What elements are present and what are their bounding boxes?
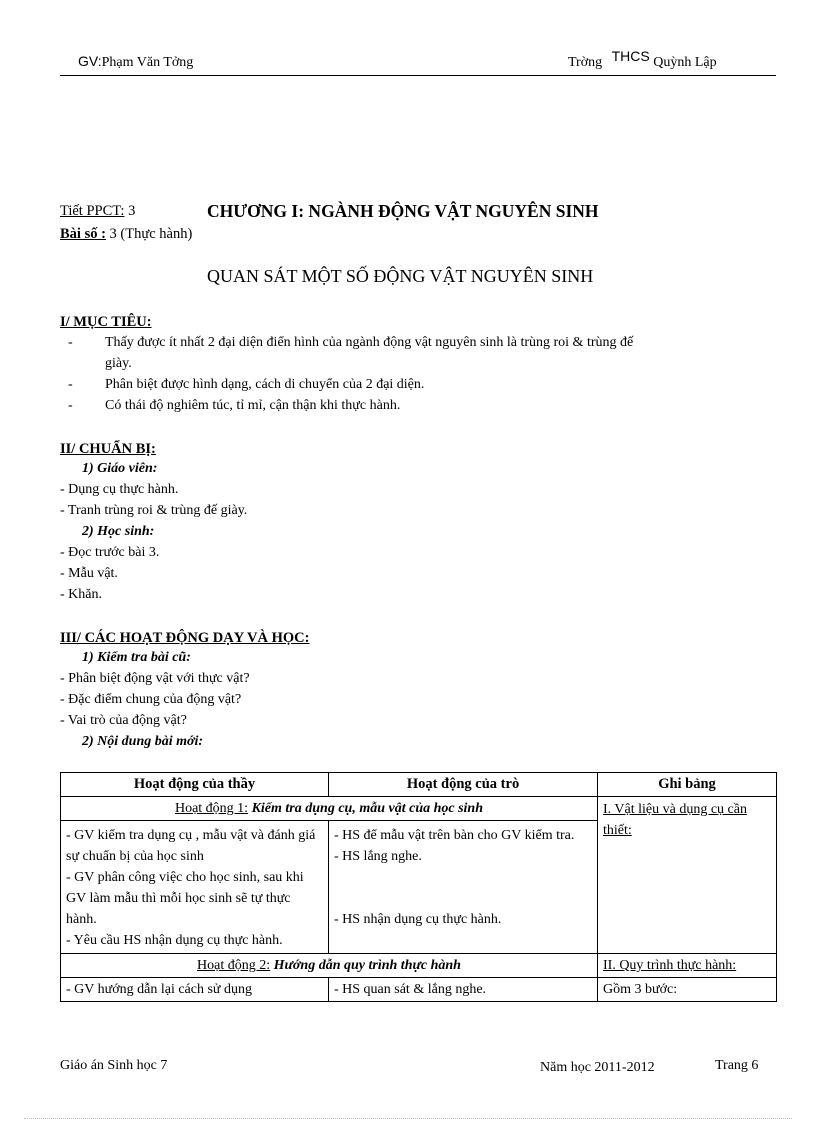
teacher-name: Phạm Văn Tởng	[101, 55, 194, 70]
objective-item-1: Thấy được ít nhất 2 đại diện điển hình của ngành động vật nguyên sinh là trùng roi & trùng đế	[105, 335, 634, 350]
objective-dash-2: -	[68, 377, 73, 392]
teacher-prep-item: - Tranh trùng roi & trùng đế giày.	[60, 503, 248, 518]
teacher-step: - GV kiểm tra dụng cụ , mẫu vật và đánh giá sự chuẩn bị của học sinh	[66, 828, 316, 864]
school-prefix: Trờng	[568, 55, 603, 70]
activity-2-title-row	[61, 954, 777, 978]
col-header-notes: Ghi bảng	[598, 773, 777, 797]
teacher-prep-item: - Dụng cụ thực hành.	[60, 482, 179, 497]
teacher-activity-2: - GV hướng dẫn lại cách sử dụng	[61, 978, 329, 1002]
preparation-heading: II/ CHUẨN BỊ:	[60, 441, 156, 457]
check-item: - Đặc điểm chung của động vật?	[60, 692, 242, 707]
student-step: - HS lắng nghe.	[334, 849, 422, 864]
activity-1-prefix: Hoạt động 1:	[174, 801, 249, 816]
activity-2-prefix: Hoạt động 2:	[197, 958, 271, 973]
note-procedure	[598, 954, 777, 978]
activity-1-name: Kiểm tra dụng cụ, mẫu vật của học sinh	[251, 801, 484, 816]
header-school	[568, 48, 717, 71]
footer-page: Trang 6	[715, 1058, 759, 1073]
student-prep-item: - Mẫu vật.	[60, 566, 118, 581]
note-materials-text: I. Vật liệu và dụng cụ cần thiết:	[603, 802, 747, 838]
student-spacer	[334, 867, 592, 909]
teacher-prep-label	[82, 461, 157, 477]
header-rule	[60, 75, 776, 76]
activities-heading: III/ CÁC HOẠT ĐỘNG DẠY VÀ HỌC:	[60, 630, 310, 646]
period-line	[60, 203, 135, 220]
student-prep-label	[82, 524, 154, 540]
col-header-student: Hoạt động của trò	[329, 773, 598, 797]
lesson-label: Bài số :	[60, 226, 106, 242]
activity-1-title-row	[61, 797, 777, 821]
student-prep-item: - Đọc trước bài 3.	[60, 545, 160, 560]
lesson-title: QUAN SÁT MỘT SỐ ĐỘNG VẬT NGUYÊN SINH	[207, 266, 594, 286]
footer-year: Năm học 2011-2012	[540, 1060, 655, 1075]
period-value: 3	[128, 203, 136, 219]
objective-dash-3: -	[68, 398, 73, 413]
student-activity-1	[329, 821, 598, 954]
student-step: - HS để mẫu vật trên bàn cho GV kiểm tra.	[334, 828, 575, 843]
check-item: - Phân biệt động vật với thực vật?	[60, 671, 250, 686]
activity-2-name: Hướng dẫn quy trình thực hành	[273, 958, 461, 973]
note-materials	[598, 797, 777, 954]
check-label: 1) Kiểm tra bài cũ:	[82, 650, 191, 665]
new-content-label: 2) Nội dung bài mới:	[82, 734, 204, 749]
objective-item-1-cont: giày.	[105, 356, 132, 371]
gv-label: GV:	[78, 53, 102, 69]
lesson-table	[60, 772, 777, 1002]
activity-2-content-row	[61, 978, 777, 1002]
teacher-step: - GV phân công việc cho học sinh, sau khi GV làm mẫu thì mỗi học sinh sẽ tự thực hành.	[66, 870, 304, 927]
student-activity-2: - HS quan sát & lắng nghe.	[329, 978, 598, 1002]
chapter-title: CHƯƠNG I: NGÀNH ĐỘNG VẬT NGUYÊN SINH	[207, 201, 599, 221]
school-level: THCS	[611, 48, 650, 64]
note-steps: Gồm 3 bước:	[598, 978, 777, 1002]
note-procedure-text: II. Quy trình thực hành:	[603, 958, 737, 973]
objective-dash-1: -	[68, 335, 73, 350]
check-item: - Vai trò của động vật?	[60, 713, 187, 728]
period-label: Tiết PPCT:	[60, 203, 125, 219]
school-name: Quỳnh Lập	[653, 55, 717, 70]
teacher-activity-1	[61, 821, 329, 954]
objectives-heading: I/ MỤC TIÊU:	[60, 314, 152, 330]
objective-item-3: Có thái độ nghiêm túc, tỉ mỉ, cận thận khi thực hành.	[105, 398, 401, 413]
student-prep-label-text: 2) Học sinh:	[82, 524, 155, 539]
teacher-prep-label-text: 1) Giáo viên:	[82, 461, 158, 476]
activity-1-title	[61, 797, 598, 821]
student-prep-item: - Khăn.	[60, 587, 102, 602]
teacher-step: - Yêu cầu HS nhận dụng cụ thực hành.	[66, 933, 283, 948]
objective-item-2: Phân biệt được hình dạng, cách di chuyển của 2 đại diện.	[105, 377, 425, 392]
footer-rule	[24, 1118, 792, 1119]
table-header-row	[61, 773, 777, 797]
col-header-teacher: Hoạt động của thầy	[61, 773, 329, 797]
lesson-value: 3 (Thực hành)	[109, 226, 193, 242]
footer-subject: Giáo án Sinh học 7	[60, 1058, 168, 1073]
lesson-line	[60, 226, 192, 243]
student-step: - HS nhận dụng cụ thực hành.	[334, 912, 502, 927]
header-teacher	[78, 53, 193, 71]
activity-2-title	[61, 954, 598, 978]
